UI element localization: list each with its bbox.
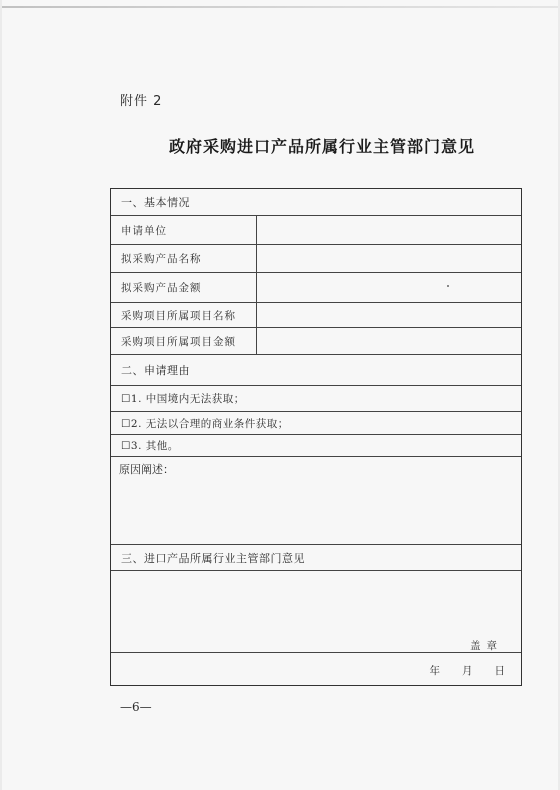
table-row — [111, 328, 521, 355]
table-row — [111, 273, 521, 303]
reason-area[interactable] — [111, 457, 521, 545]
document-title: 政府采购进口产品所属行业主管部门意见 — [168, 137, 475, 156]
opinion-area[interactable] — [111, 571, 521, 653]
document-page — [2, 0, 558, 790]
option-row[interactable] — [111, 435, 521, 457]
option-other[interactable]: ☐3. 其他。 — [121, 440, 179, 452]
section-opinion-heading — [111, 545, 521, 571]
scan-speck — [447, 285, 449, 287]
scan-edge — [2, 6, 558, 8]
date-line — [111, 653, 521, 687]
product-amount-field[interactable] — [257, 273, 521, 302]
section-basic-heading — [111, 189, 521, 216]
section-heading-text: 一、基本情况 — [121, 196, 190, 209]
project-name-label: 采购项目所属项目名称 — [111, 303, 257, 327]
table-row — [111, 303, 521, 328]
applicant-label: 申请单位 — [111, 216, 257, 244]
section-reason-heading — [111, 355, 521, 386]
date-year: 年 — [429, 664, 440, 677]
reason-label: 原因阐述： — [119, 463, 174, 476]
table-row — [111, 245, 521, 273]
product-amount-label: 拟采购产品金额 — [111, 273, 257, 302]
seal-label: 盖章 — [470, 640, 503, 652]
option-row[interactable] — [111, 386, 521, 412]
option-row[interactable] — [111, 412, 521, 435]
section-heading-text: 三、进口产品所属行业主管部门意见 — [121, 551, 305, 565]
table-row — [111, 216, 521, 245]
product-name-label: 拟采购产品名称 — [111, 245, 257, 272]
attachment-label: 附件 2 — [120, 94, 163, 109]
form-table — [110, 188, 522, 686]
project-amount-field[interactable] — [257, 328, 521, 354]
date-month: 月 — [462, 664, 473, 677]
option-unavailable-domestic[interactable]: ☐1. 中国境内无法获取； — [121, 393, 245, 405]
product-name-field[interactable] — [257, 245, 521, 272]
project-amount-label: 采购项目所属项目金额 — [111, 328, 257, 354]
applicant-field[interactable] — [257, 216, 521, 244]
page-number: —6— — [120, 700, 152, 714]
project-name-field[interactable] — [257, 303, 521, 327]
option-unreasonable-terms[interactable]: ☐2. 无法以合理的商业条件获取； — [121, 417, 289, 430]
section-heading-text: 二、申请理由 — [121, 364, 190, 377]
date-day: 日 — [494, 664, 505, 677]
